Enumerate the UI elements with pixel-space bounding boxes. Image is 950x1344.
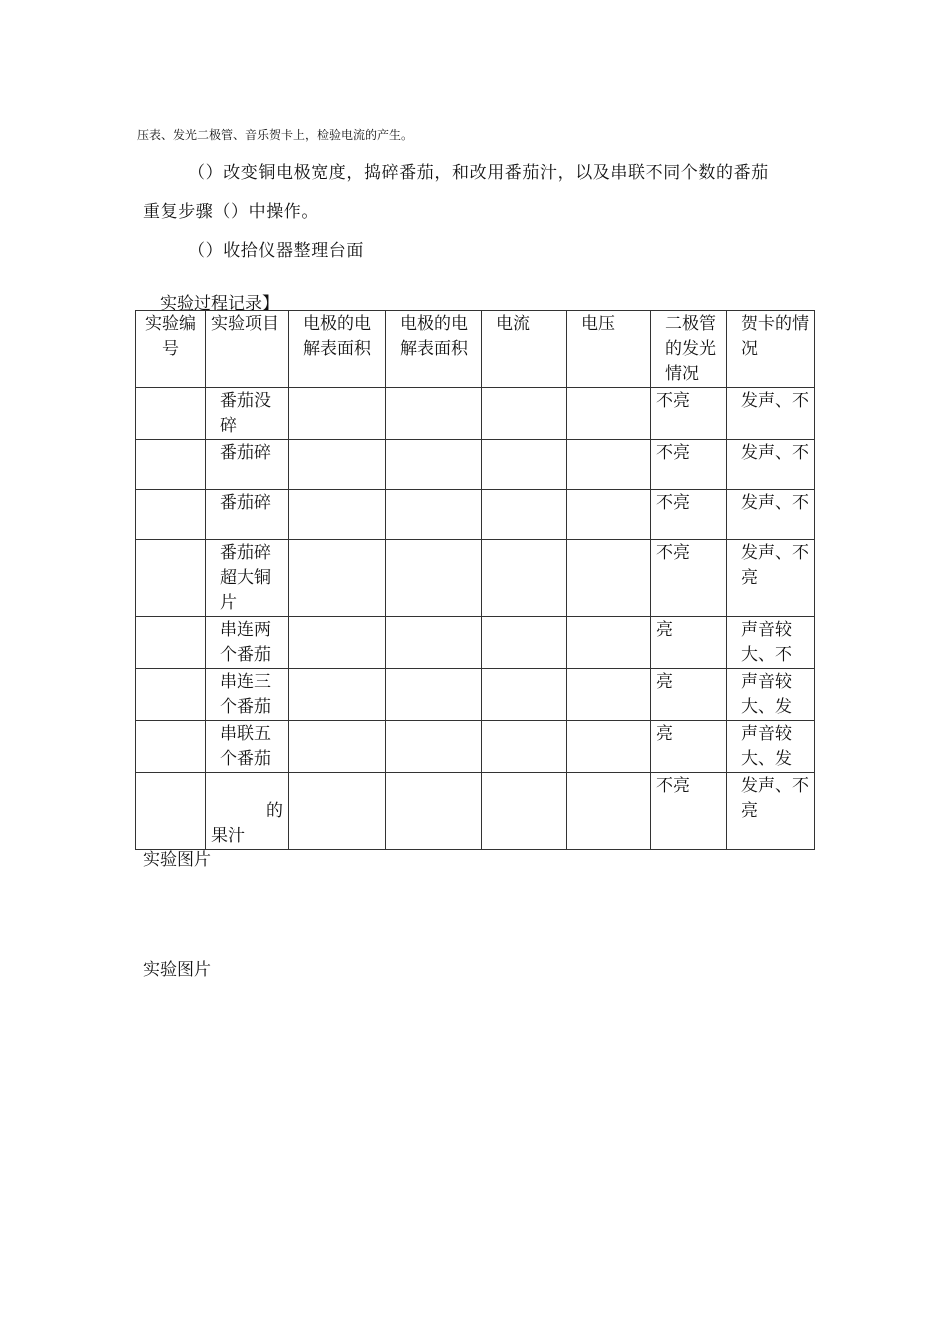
cell-no — [136, 617, 206, 669]
cell-no — [136, 669, 206, 721]
cell-card: 发声、不 — [727, 440, 815, 490]
table-row — [136, 721, 815, 773]
step-paragraph-line-1: （）改变铜电极宽度，捣碎番茄，和改用番茄汁，以及串联不同个数的番茄 — [188, 163, 769, 183]
header-cell-card: 贺卡的情况 — [727, 311, 815, 388]
cell-voltage — [567, 388, 651, 440]
cell-current — [482, 721, 567, 773]
cell-current — [482, 440, 567, 490]
table-row — [136, 773, 815, 850]
cell-voltage — [567, 540, 651, 617]
cell-diode: 不亮 — [651, 490, 727, 540]
cell-area1 — [289, 721, 386, 773]
cell-item: 番茄碎 — [206, 440, 289, 490]
cell-card: 声音较大、发 — [727, 721, 815, 773]
cell-voltage — [567, 721, 651, 773]
cell-diode: 亮 — [651, 721, 727, 773]
table-title: 实验过程记录】 — [160, 294, 279, 314]
step-paragraph-line-2: 重复步骤（）中操作。 — [143, 202, 319, 222]
cell-no — [136, 721, 206, 773]
table-row — [136, 669, 815, 721]
cell-area2 — [386, 721, 482, 773]
cell-no — [136, 490, 206, 540]
cell-card: 声音较大、发 — [727, 669, 815, 721]
experiment-picture-label: 实验图片 — [143, 960, 211, 980]
cell-item: 番茄碎超大铜片 — [206, 540, 289, 617]
cell-area1 — [289, 540, 386, 617]
experiment-record-table — [135, 310, 815, 850]
cell-item: 串联五个番茄 — [206, 721, 289, 773]
cell-voltage — [567, 773, 651, 850]
cell-card: 发声、不 — [727, 490, 815, 540]
cell-card-text: 发声、不 — [741, 543, 809, 563]
header-cell-area2: 电极的电解表面积 — [386, 311, 482, 388]
table-row — [136, 540, 815, 617]
experiment-picture-label: 实验图片 — [143, 850, 211, 870]
cell-voltage — [567, 669, 651, 721]
cell-no — [136, 388, 206, 440]
cell-diode: 亮 — [651, 617, 727, 669]
cell-area1 — [289, 669, 386, 721]
cell-item-part2: 果汁 — [211, 826, 245, 846]
cell-card — [727, 540, 815, 617]
cell-no — [136, 540, 206, 617]
cell-diode: 不亮 — [651, 540, 727, 617]
header-cell-item: 实验项目 — [206, 311, 289, 388]
cell-diode: 不亮 — [651, 773, 727, 850]
header-cell-current: 电流 — [482, 311, 567, 388]
header-cell-no: 实验编号 — [136, 311, 206, 388]
step-paragraph-cleanup: （）收拾仪器整理台面 — [188, 241, 364, 261]
table-header-row — [136, 311, 815, 388]
cell-area2 — [386, 669, 482, 721]
cell-card-extra: 亮 — [741, 568, 758, 588]
table-row — [136, 617, 815, 669]
cell-voltage — [567, 440, 651, 490]
cell-current — [482, 773, 567, 850]
cell-item: 串连三个番茄 — [206, 669, 289, 721]
header-cell-area1: 电极的电解表面积 — [289, 311, 386, 388]
cell-no — [136, 773, 206, 850]
cell-current — [482, 540, 567, 617]
cell-current — [482, 669, 567, 721]
cell-voltage — [567, 617, 651, 669]
cell-area1 — [289, 490, 386, 540]
cell-area2 — [386, 617, 482, 669]
cell-current — [482, 388, 567, 440]
cell-item — [206, 773, 289, 850]
cell-card: 声音较大、不 — [727, 617, 815, 669]
cell-item: 串连两个番茄 — [206, 617, 289, 669]
cell-current — [482, 617, 567, 669]
table-row — [136, 440, 815, 490]
cell-area1 — [289, 388, 386, 440]
cell-item-part1: 的 — [266, 801, 283, 821]
intro-continued-line: 压表、发光二极管、音乐贺卡上，检验电流的产生。 — [137, 128, 414, 142]
cell-voltage — [567, 490, 651, 540]
cell-area1 — [289, 617, 386, 669]
table-row — [136, 388, 815, 440]
cell-area1 — [289, 440, 386, 490]
header-cell-voltage: 电压 — [567, 311, 651, 388]
header-cell-diode: 二极管的发光情况 — [651, 311, 727, 388]
cell-area2 — [386, 440, 482, 490]
cell-area2 — [386, 540, 482, 617]
cell-no — [136, 440, 206, 490]
cell-area2 — [386, 388, 482, 440]
table-row — [136, 490, 815, 540]
cell-card: 发声、不 — [727, 388, 815, 440]
cell-area1 — [289, 773, 386, 850]
cell-area2 — [386, 773, 482, 850]
cell-item: 番茄没碎 — [206, 388, 289, 440]
cell-item: 番茄碎 — [206, 490, 289, 540]
cell-diode: 亮 — [651, 669, 727, 721]
cell-diode: 不亮 — [651, 440, 727, 490]
cell-diode: 不亮 — [651, 388, 727, 440]
cell-area2 — [386, 490, 482, 540]
cell-current — [482, 490, 567, 540]
cell-card: 发声、不亮 — [727, 773, 815, 850]
